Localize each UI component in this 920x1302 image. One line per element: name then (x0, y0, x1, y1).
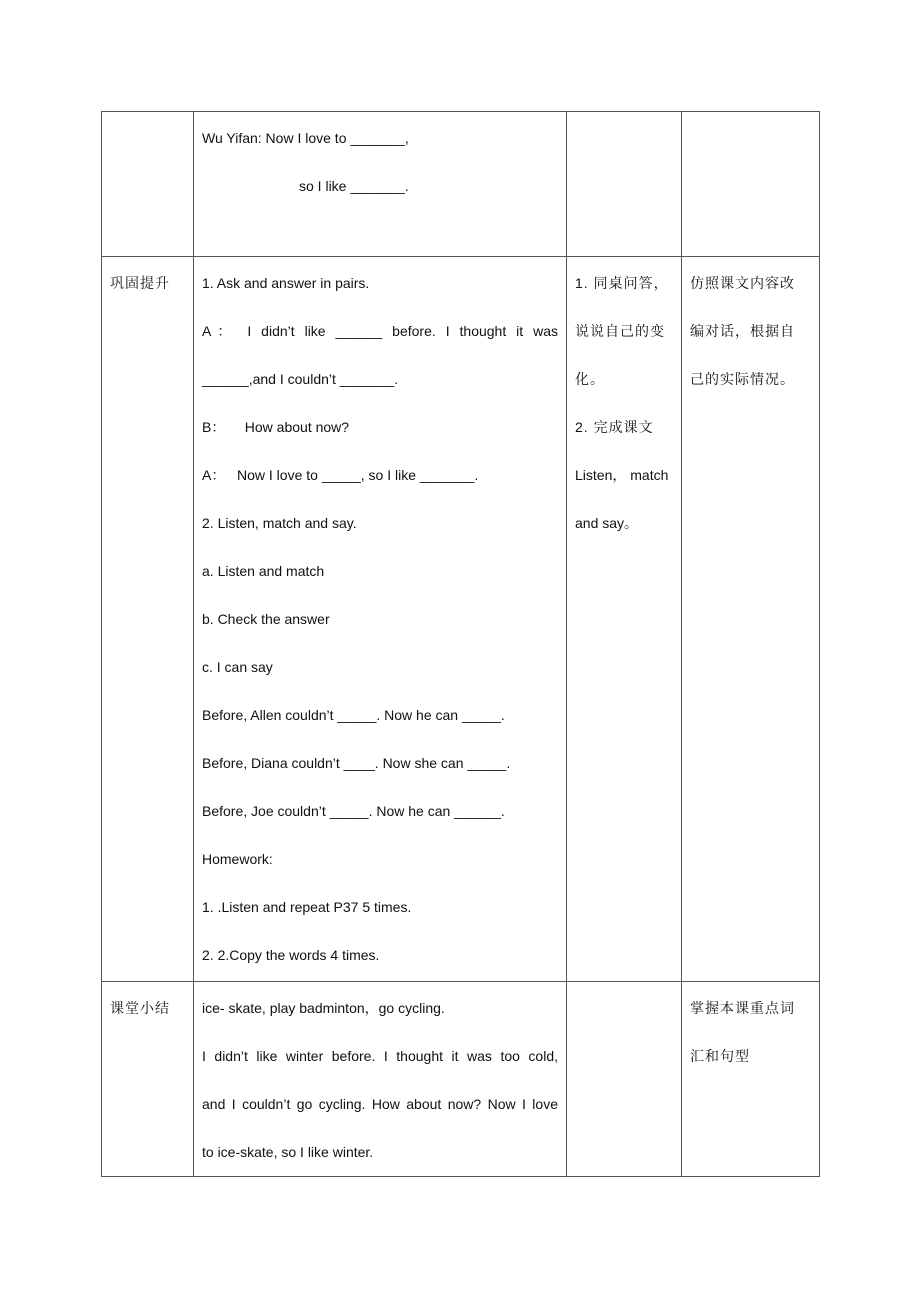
content-line: ______,and I couldn’t _______. (202, 371, 399, 387)
intent-line: 编对话，根据自 (690, 323, 795, 339)
content-line: B： How about now? (202, 419, 350, 435)
stage-cell (102, 112, 194, 257)
stage-cell (102, 982, 194, 1177)
content-line: c. I can say (202, 659, 273, 675)
lesson-plan-table (101, 111, 820, 1177)
content-line: 2. Listen, match and say. (202, 515, 357, 531)
intent-line: 汇和句型 (690, 1048, 750, 1064)
content-line: A： Now I love to _____, so I like _______. (202, 467, 479, 483)
activity-line: Listen， match (575, 467, 669, 483)
content-cell (194, 982, 567, 1177)
content-line: Wu Yifan: Now I love to _______, (202, 130, 409, 146)
stage-label: 课堂小结 (110, 1000, 170, 1016)
stage-label: 巩固提升 (110, 275, 170, 291)
stage-cell (102, 257, 194, 982)
content-line: b. Check the answer (202, 611, 330, 627)
content-cell (194, 257, 567, 982)
table-row (102, 112, 820, 257)
intent-cell (682, 112, 820, 257)
activity-line: 化。 (575, 371, 605, 387)
activity-cell (567, 982, 682, 1177)
table-row (102, 982, 820, 1177)
content-line: A： I didn’t like ______ before. I thought it was (202, 323, 558, 339)
activity-line: 2. 完成课文 (575, 419, 654, 435)
activity-line: 说说自己的变 (575, 323, 665, 339)
activity-cell (567, 112, 682, 257)
content-line: I didn’t like winter before. I thought it was too cold, (202, 1048, 558, 1064)
intent-line: 仿照课文内容改 (690, 275, 795, 291)
content-line: 1. .Listen and repeat P37 5 times. (202, 899, 412, 915)
content-cell (194, 112, 567, 257)
activity-line: and say。 (575, 515, 639, 531)
content-line: and I couldn’t go cycling. How about now? Now I love (202, 1096, 558, 1112)
content-line: Before, Diana couldn’t ____. Now she can _____. (202, 755, 511, 771)
intent-cell (682, 257, 820, 982)
activity-cell (567, 257, 682, 982)
content-line: a. Listen and match (202, 563, 325, 579)
content-line: ice- skate, play badminton，go cycling. (202, 1000, 445, 1016)
intent-line: 掌握本课重点词 (690, 1000, 795, 1016)
content-line: 2. 2.Copy the words 4 times. (202, 947, 380, 963)
content-line: Homework: (202, 851, 273, 867)
content-line: so I like _______. (299, 178, 409, 194)
table-row (102, 257, 820, 982)
content-line: Before, Allen couldn’t _____. Now he can _____. (202, 707, 505, 723)
intent-cell (682, 982, 820, 1177)
content-line: Before, Joe couldn’t _____. Now he can ______. (202, 803, 505, 819)
activity-line: 1. 同桌问答， (575, 275, 669, 291)
content-line: 1. Ask and answer in pairs. (202, 275, 370, 291)
intent-line: 己的实际情况。 (690, 371, 795, 387)
content-line: to ice-skate, so I like winter. (202, 1144, 374, 1160)
